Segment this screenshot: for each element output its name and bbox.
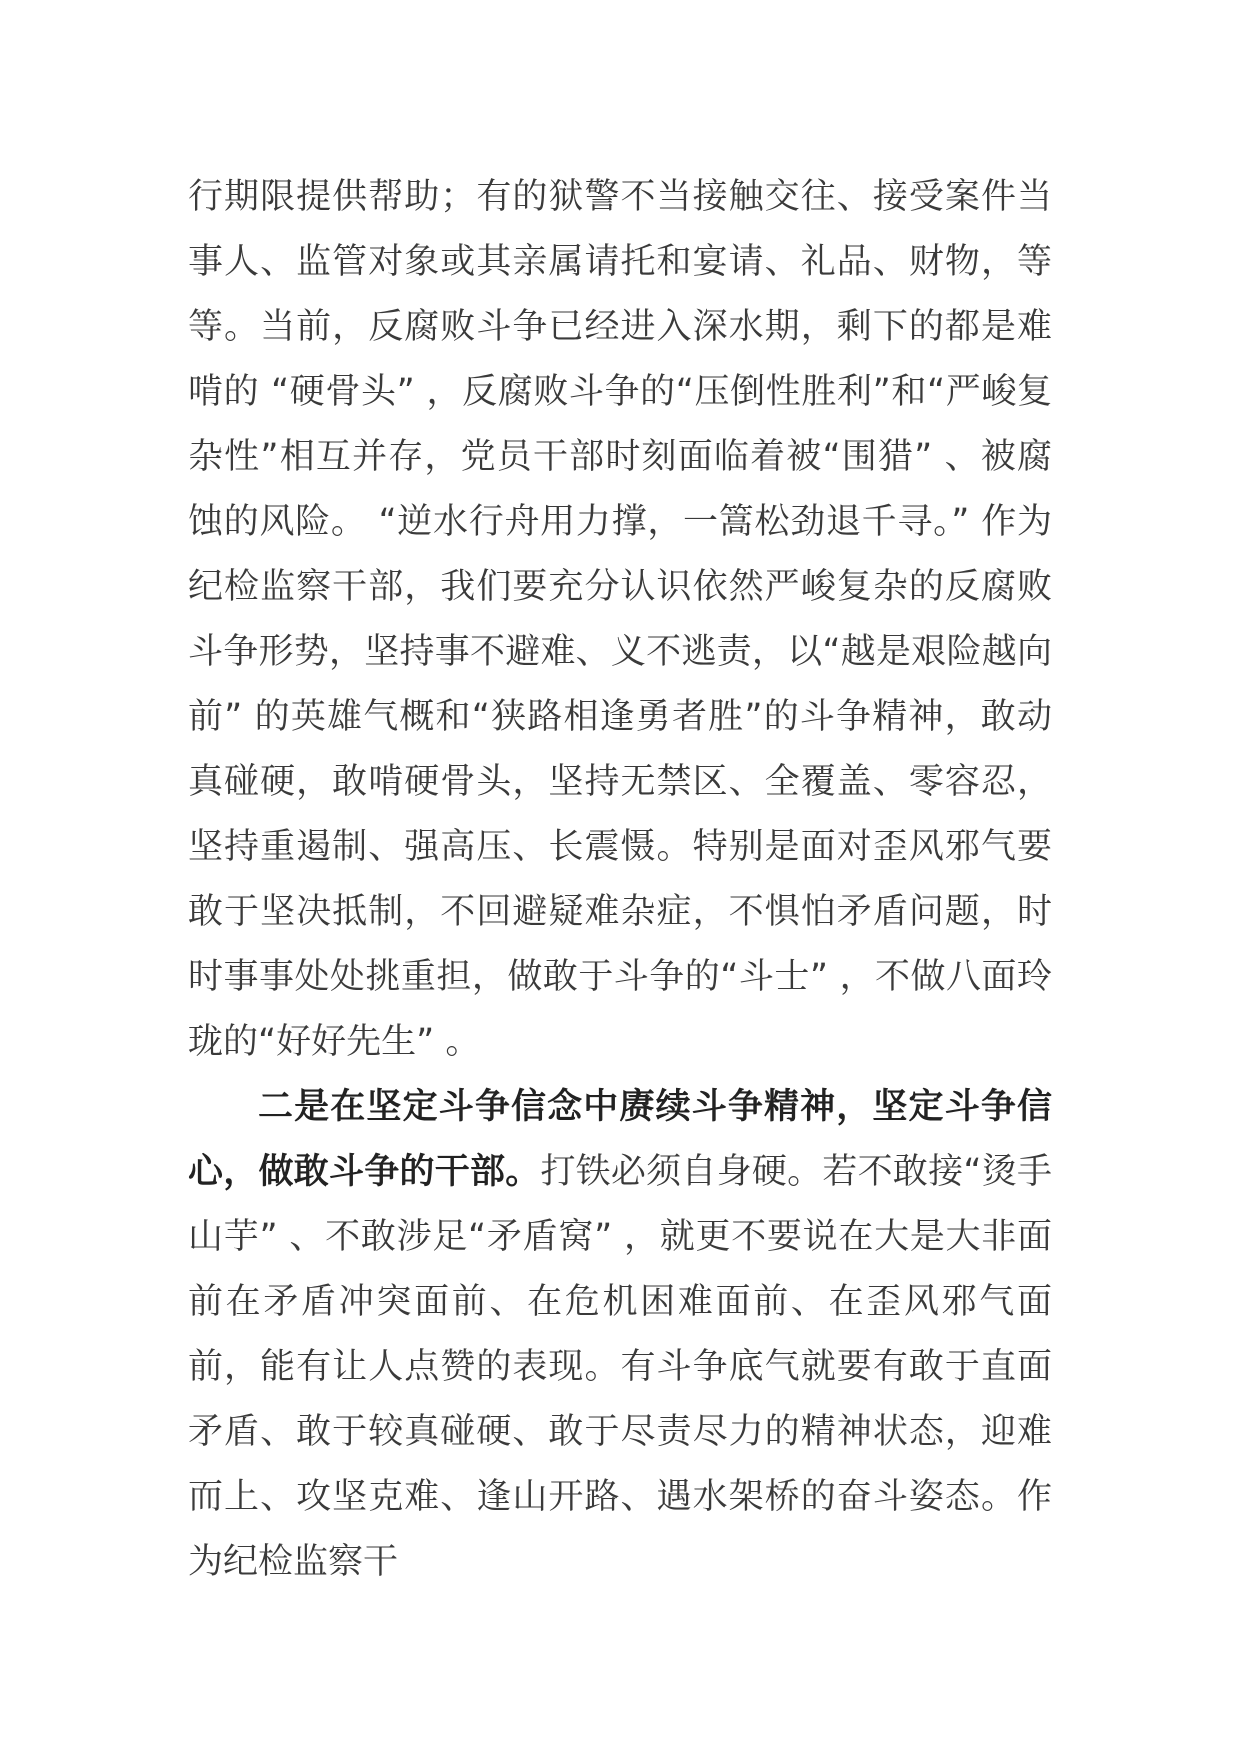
paragraph-2-body: 打铁必须自身硬。若不敢接“烫手山芋” 、不敢涉足“矛盾窝” ，就更不要说在大是大非面前在矛盾冲突面前、在危机困难面前、在歪风邪气面前，能有让人点赞的表现。有斗争底气就要有敢于直面矛盾、敢于较真碰硬、敢于尽责尽力的精神状态，迎难而上、攻坚克难、逢山开路、遇水架桥的奋斗姿态。作为纪检监察干 (188, 1152, 1052, 1582)
paragraph-1-text: 行期限提供帮助；有的狱警不当接触交往、接受案件当事人、监管对象或其亲属请托和宴请、礼品、财物，等等。当前，反腐败斗争已经进入深水期，剩下的都是难啃的 “硬骨头” ，反腐败斗争的“压倒性胜利”和“严峻复杂性”相互并存，党员干部时刻面临着被“围猎” 、被腐蚀的风险。 “逆水行舟用力撑，一篙松劲退千寻。” 作为纪检监察干部，我们要充分认识依然严峻复杂的反腐败斗争形势，坚持事不避难、义不逃责，以“越是艰险越向前” 的英雄气概和“狭路相逢勇者胜”的斗争精神，敢动真碰硬，敢啃硬骨头，坚持无禁区、全覆盖、零容忍，坚持重遏制、强高压、长震慑。特别是面对歪风邪气要敢于坚决抵制，不回避疑难杂症，不惧怕矛盾问题，时时事事处处挑重担，做敢于斗争的“斗士” ，不做八面玲珑的“好好先生” 。 (188, 177, 1052, 1062)
paragraph-continued (188, 165, 1052, 1075)
paragraph-2-heading: 二是在坚定斗争信念中赓续斗争精神，坚定斗争信心，做敢斗争的干部。 (188, 1087, 1052, 1192)
paragraph-point-two (188, 1075, 1052, 1595)
document-body (188, 165, 1052, 1595)
